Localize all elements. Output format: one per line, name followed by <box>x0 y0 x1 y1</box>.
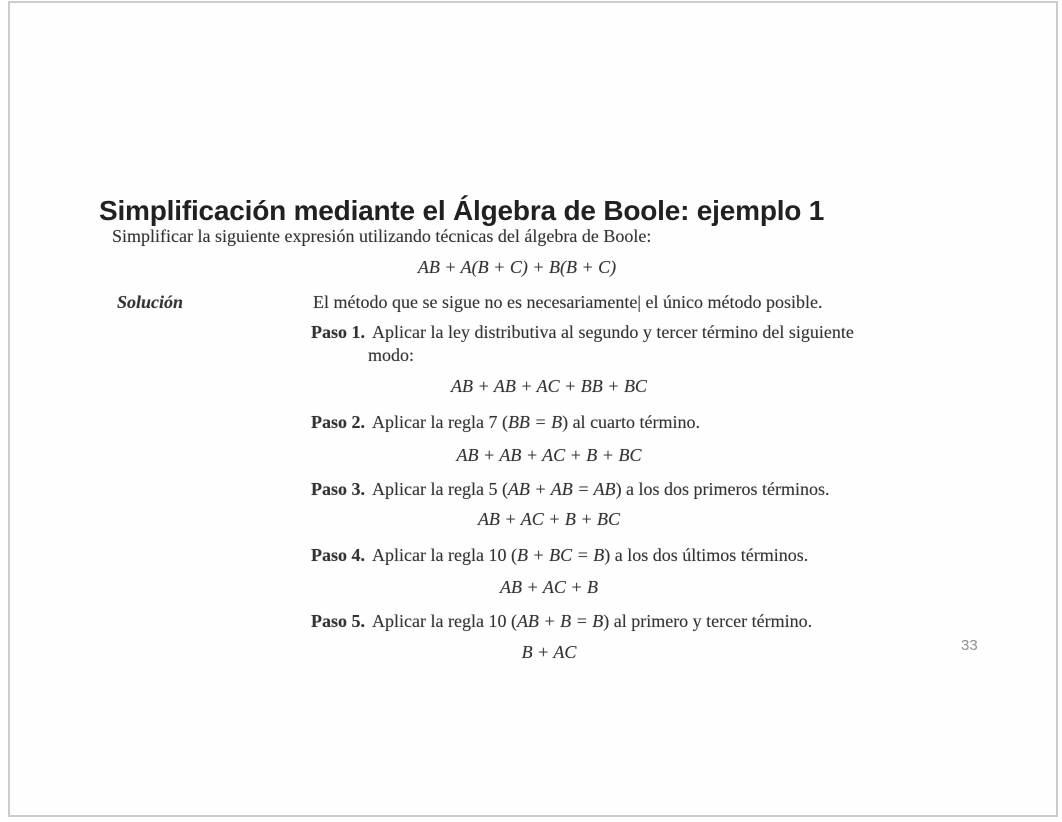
step-4-text <box>311 545 808 566</box>
step-4-description: Aplicar la regla 10 ( <box>372 545 517 565</box>
step-3-description-end: ) a los dos primeros términos. <box>615 479 830 499</box>
step-1-continuation: modo: <box>368 345 415 365</box>
step-3-formula: AB + AC + B + BC <box>477 509 621 529</box>
step-4-description-end: ) a los dos últimos términos. <box>604 545 809 565</box>
step-2-formula: AB + AB + AC + B + BC <box>456 445 642 465</box>
step-5-text <box>311 611 812 632</box>
step-5-description: Aplicar la regla 10 ( <box>372 611 517 631</box>
step-3-text <box>311 479 830 500</box>
initial-expression: AB + A(B + C) + B(B + C) <box>417 257 617 277</box>
solution-label: Solución <box>117 292 184 312</box>
page-number: 33 <box>961 637 978 654</box>
step-2-description-end: ) al cuarto término. <box>562 412 701 432</box>
step-5-inline-rule: AB + B = B <box>516 611 604 631</box>
step-4-formula: AB + AC + B <box>500 577 598 597</box>
solution-note: El método que se sigue no es necesariamente| el único método posible. <box>313 292 823 312</box>
step-4-inline-rule: B + BC = B <box>516 545 605 565</box>
step-4-label: Paso 4. <box>311 545 365 565</box>
step-1-description: Aplicar la ley distributiva al segundo y tercer término del siguiente <box>372 322 854 342</box>
slide-page-border <box>8 1 1058 817</box>
step-3-inline-rule: AB + AB = AB <box>507 479 616 499</box>
slide-title: Simplificación mediante el Álgebra de Boole: ejemplo 1 <box>99 194 825 226</box>
step-5-description-end: ) al primero y tercer término. <box>603 611 813 631</box>
step-2-text <box>311 412 700 433</box>
step-2-label: Paso 2. <box>311 412 365 432</box>
step-3-label: Paso 3. <box>311 479 365 499</box>
step-3-description: Aplicar la regla 5 ( <box>372 479 508 499</box>
step-5-label: Paso 5. <box>311 611 365 631</box>
step-1-label: Paso 1. <box>311 322 365 342</box>
step-5-formula: B + AC <box>521 642 577 662</box>
step-1-formula: AB + AB + AC + BB + BC <box>451 376 647 396</box>
step-2-description: Aplicar la regla 7 ( <box>372 412 508 432</box>
problem-statement: Simplificar la siguiente expresión utilizando técnicas del álgebra de Boole: <box>112 226 652 246</box>
step-2-inline-rule: BB = B <box>507 412 563 432</box>
step-1-text <box>311 322 854 343</box>
